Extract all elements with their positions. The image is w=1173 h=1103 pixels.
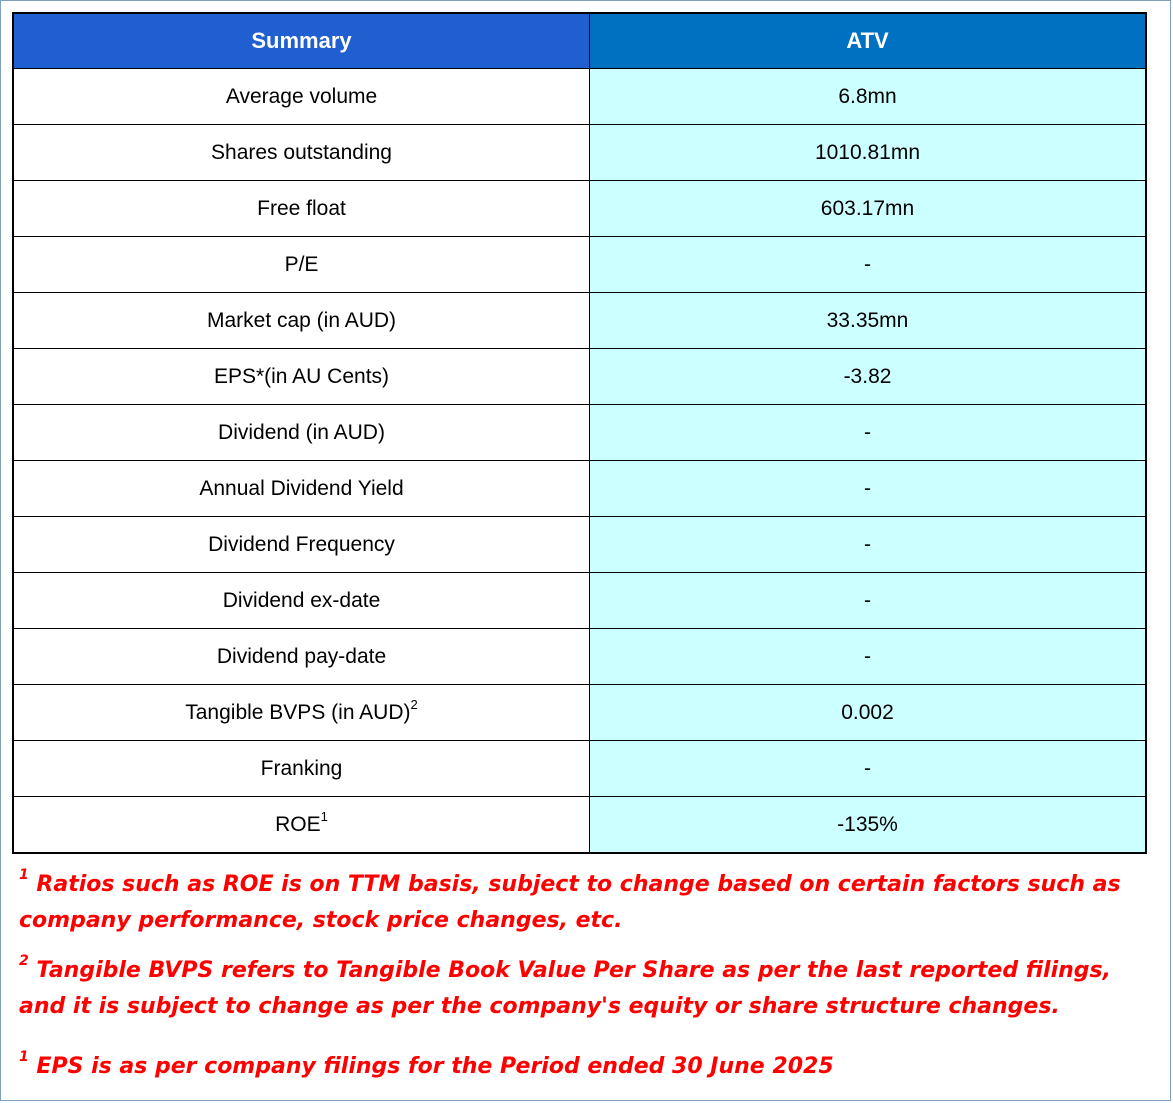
- row-value: -: [590, 237, 1147, 293]
- footnote-2: [19, 953, 1159, 1025]
- footnote-marker: 2: [19, 952, 29, 969]
- table-row: [13, 517, 1146, 573]
- table-row: [13, 461, 1146, 517]
- row-value: 1010.81mn: [590, 125, 1147, 181]
- row-value: -: [590, 461, 1147, 517]
- row-label: Shares outstanding: [13, 125, 590, 181]
- row-value: -: [590, 517, 1147, 573]
- row-label: Average volume: [13, 69, 590, 125]
- row-value: 0.002: [590, 685, 1147, 741]
- row-label: Dividend ex-date: [13, 573, 590, 629]
- row-value: 6.8mn: [590, 69, 1147, 125]
- row-value: -135%: [590, 797, 1147, 854]
- row-label-text: Tangible BVPS (in AUD): [185, 700, 411, 724]
- table-row: [13, 573, 1146, 629]
- row-label: Dividend pay-date: [13, 629, 590, 685]
- row-label: Dividend (in AUD): [13, 405, 590, 461]
- table-row: [13, 69, 1146, 125]
- row-label: EPS*(in AU Cents): [13, 349, 590, 405]
- footnote-marker: 1: [320, 808, 328, 824]
- row-label: Market cap (in AUD): [13, 293, 590, 349]
- row-label: [13, 685, 590, 741]
- row-label: Annual Dividend Yield: [13, 461, 590, 517]
- footnotes: [19, 867, 1159, 1085]
- table-row: [13, 685, 1146, 741]
- footnote-text: Ratios such as ROE is on TTM basis, subject to change based on certain factors such as company performance, stock price changes, etc.: [19, 872, 1121, 933]
- row-label: Franking: [13, 741, 590, 797]
- table-row: [13, 629, 1146, 685]
- footnote-1: [19, 867, 1159, 939]
- row-value: -: [590, 573, 1147, 629]
- row-value: 33.35mn: [590, 293, 1147, 349]
- row-label: [13, 797, 590, 854]
- table-row: [13, 125, 1146, 181]
- row-label: Free float: [13, 181, 590, 237]
- row-label-text: ROE: [275, 812, 321, 836]
- table-row: [13, 237, 1146, 293]
- table-row: [13, 797, 1146, 854]
- summary-header: Summary: [13, 13, 590, 69]
- table-row: [13, 181, 1146, 237]
- footnote-marker: 2: [410, 696, 418, 712]
- footnote-text: EPS is as per company filings for the Period ended 30 June 2025: [36, 1054, 834, 1079]
- table-row: [13, 349, 1146, 405]
- footnote-marker: 1: [19, 866, 29, 883]
- table-header-row: [13, 13, 1146, 69]
- table-row: [13, 405, 1146, 461]
- row-value: 603.17mn: [590, 181, 1147, 237]
- row-value: -: [590, 629, 1147, 685]
- ticker-header: ATV: [590, 13, 1147, 69]
- table-row: [13, 741, 1146, 797]
- row-value: -: [590, 741, 1147, 797]
- footnote-3: [19, 1049, 1159, 1085]
- row-label: Dividend Frequency: [13, 517, 590, 573]
- footnote-marker: 1: [19, 1048, 29, 1065]
- row-value: -: [590, 405, 1147, 461]
- row-label: P/E: [13, 237, 590, 293]
- footnote-text: Tangible BVPS refers to Tangible Book Value Per Share as per the last reported filings, and it is subject to change as per the company's equity or share structure changes.: [19, 958, 1111, 1019]
- summary-table: [12, 12, 1147, 854]
- table-row: [13, 293, 1146, 349]
- row-value: -3.82: [590, 349, 1147, 405]
